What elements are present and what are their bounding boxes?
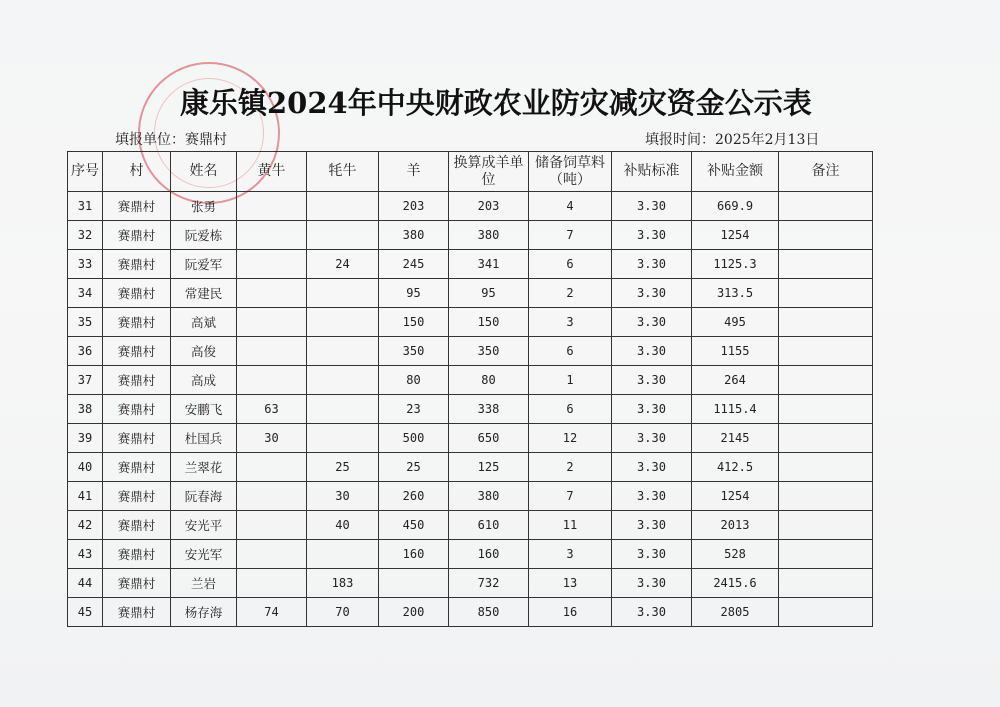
header-sheep: 羊: [379, 152, 449, 192]
cell-sheep: 203: [379, 192, 449, 221]
table-header-row: [68, 152, 873, 192]
page-title: 康乐镇2024年中央财政农业防灾减灾资金公示表: [180, 86, 812, 120]
cell-sheep-units: 338: [449, 395, 529, 424]
cell-cattle: [237, 511, 307, 540]
cell-subsidy-rate: 3.30: [612, 308, 692, 337]
cell-name: 杨存海: [171, 598, 237, 627]
table-row: [68, 569, 873, 598]
cell-fodder: 4: [529, 192, 612, 221]
header-yak: 牦牛: [307, 152, 379, 192]
cell-sheep: 450: [379, 511, 449, 540]
cell-yak: [307, 308, 379, 337]
cell-fodder: 6: [529, 250, 612, 279]
cell-village: 赛鼎村: [103, 279, 171, 308]
cell-subsidy-amount: 412.5: [692, 453, 779, 482]
cell-index: 33: [68, 250, 103, 279]
cell-yak: [307, 366, 379, 395]
cell-name: 兰岩: [171, 569, 237, 598]
cell-yak: [307, 424, 379, 453]
cell-subsidy-rate: 3.30: [612, 569, 692, 598]
cell-cattle: [237, 337, 307, 366]
cell-name: 阮爱栋: [171, 221, 237, 250]
cell-cattle: [237, 453, 307, 482]
cell-yak: [307, 221, 379, 250]
cell-cattle: 63: [237, 395, 307, 424]
cell-subsidy-amount: 2415.6: [692, 569, 779, 598]
cell-name: 安光军: [171, 540, 237, 569]
cell-name: 兰翠花: [171, 453, 237, 482]
cell-index: 45: [68, 598, 103, 627]
cell-name: 常建民: [171, 279, 237, 308]
cell-fodder: 13: [529, 569, 612, 598]
cell-village: 赛鼎村: [103, 366, 171, 395]
cell-subsidy-rate: 3.30: [612, 482, 692, 511]
cell-sheep-units: 125: [449, 453, 529, 482]
cell-remarks: [779, 424, 873, 453]
cell-subsidy-amount: 1155: [692, 337, 779, 366]
cell-name: 安光平: [171, 511, 237, 540]
cell-name: 杜国兵: [171, 424, 237, 453]
cell-yak: 40: [307, 511, 379, 540]
cell-subsidy-amount: 2805: [692, 598, 779, 627]
cell-cattle: [237, 250, 307, 279]
cell-sheep: [379, 569, 449, 598]
cell-cattle: [237, 192, 307, 221]
table-row: [68, 250, 873, 279]
cell-fodder: 6: [529, 337, 612, 366]
cell-index: 32: [68, 221, 103, 250]
cell-cattle: 30: [237, 424, 307, 453]
cell-fodder: 12: [529, 424, 612, 453]
cell-subsidy-rate: 3.30: [612, 366, 692, 395]
cell-subsidy-rate: 3.30: [612, 453, 692, 482]
cell-fodder: 3: [529, 540, 612, 569]
header-name: 姓名: [171, 152, 237, 192]
cell-remarks: [779, 395, 873, 424]
cell-remarks: [779, 569, 873, 598]
cell-subsidy-rate: 3.30: [612, 511, 692, 540]
cell-sheep: 200: [379, 598, 449, 627]
cell-subsidy-amount: 1125.3: [692, 250, 779, 279]
cell-village: 赛鼎村: [103, 482, 171, 511]
cell-subsidy-amount: 1254: [692, 221, 779, 250]
cell-subsidy-rate: 3.30: [612, 192, 692, 221]
cell-name: 安鹏飞: [171, 395, 237, 424]
cell-subsidy-rate: 3.30: [612, 337, 692, 366]
cell-yak: [307, 540, 379, 569]
cell-yak: 183: [307, 569, 379, 598]
cell-remarks: [779, 192, 873, 221]
cell-cattle: [237, 569, 307, 598]
cell-yak: 25: [307, 453, 379, 482]
table-row: [68, 337, 873, 366]
cell-yak: 30: [307, 482, 379, 511]
cell-remarks: [779, 366, 873, 395]
cell-yak: [307, 395, 379, 424]
table-row: [68, 540, 873, 569]
cell-remarks: [779, 337, 873, 366]
cell-subsidy-amount: 313.5: [692, 279, 779, 308]
fill-date: 填报时间：2025年2月13日: [645, 132, 820, 148]
cell-subsidy-rate: 3.30: [612, 424, 692, 453]
cell-village: 赛鼎村: [103, 540, 171, 569]
cell-village: 赛鼎村: [103, 337, 171, 366]
cell-remarks: [779, 221, 873, 250]
table-row: [68, 395, 873, 424]
cell-subsidy-amount: 495: [692, 308, 779, 337]
cell-index: 41: [68, 482, 103, 511]
cell-sheep-units: 80: [449, 366, 529, 395]
cell-cattle: [237, 308, 307, 337]
cell-name: 高斌: [171, 308, 237, 337]
cell-subsidy-amount: 1115.4: [692, 395, 779, 424]
cell-village: 赛鼎村: [103, 308, 171, 337]
cell-village: 赛鼎村: [103, 511, 171, 540]
cell-yak: 24: [307, 250, 379, 279]
header-subsidy-amount: 补贴金额: [692, 152, 779, 192]
header-cattle: 黄牛: [237, 152, 307, 192]
cell-fodder: 7: [529, 221, 612, 250]
cell-cattle: 74: [237, 598, 307, 627]
cell-sheep-units: 610: [449, 511, 529, 540]
cell-remarks: [779, 540, 873, 569]
cell-subsidy-rate: 3.30: [612, 540, 692, 569]
cell-fodder: 2: [529, 279, 612, 308]
header-fodder: 储备饲草料（吨）: [529, 152, 612, 192]
cell-sheep-units: 650: [449, 424, 529, 453]
table-row: [68, 308, 873, 337]
cell-sheep-units: 341: [449, 250, 529, 279]
cell-sheep: 95: [379, 279, 449, 308]
cell-name: 阮春海: [171, 482, 237, 511]
cell-sheep-units: 203: [449, 192, 529, 221]
cell-remarks: [779, 250, 873, 279]
cell-remarks: [779, 482, 873, 511]
table-row: [68, 453, 873, 482]
table-row: [68, 192, 873, 221]
cell-fodder: 2: [529, 453, 612, 482]
cell-sheep: 380: [379, 221, 449, 250]
cell-index: 38: [68, 395, 103, 424]
cell-fodder: 7: [529, 482, 612, 511]
cell-subsidy-rate: 3.30: [612, 598, 692, 627]
cell-cattle: [237, 279, 307, 308]
cell-sheep: 25: [379, 453, 449, 482]
table-row: [68, 598, 873, 627]
cell-fodder: 16: [529, 598, 612, 627]
cell-subsidy-amount: 2013: [692, 511, 779, 540]
cell-yak: [307, 337, 379, 366]
table-row: [68, 279, 873, 308]
cell-sheep: 245: [379, 250, 449, 279]
header-index: 序号: [68, 152, 103, 192]
cell-subsidy-rate: 3.30: [612, 221, 692, 250]
cell-cattle: [237, 221, 307, 250]
cell-name: 张勇: [171, 192, 237, 221]
cell-village: 赛鼎村: [103, 424, 171, 453]
cell-index: 42: [68, 511, 103, 540]
cell-subsidy-rate: 3.30: [612, 395, 692, 424]
fill-unit: 填报单位：赛鼎村: [115, 132, 227, 148]
table-row: [68, 482, 873, 511]
header-sheep-units: 换算成羊单位: [449, 152, 529, 192]
cell-sheep-units: 150: [449, 308, 529, 337]
cell-index: 44: [68, 569, 103, 598]
cell-sheep: 260: [379, 482, 449, 511]
header-remarks: 备注: [779, 152, 873, 192]
cell-village: 赛鼎村: [103, 598, 171, 627]
cell-index: 37: [68, 366, 103, 395]
cell-name: 高俊: [171, 337, 237, 366]
cell-cattle: [237, 540, 307, 569]
cell-index: 34: [68, 279, 103, 308]
header-village: 村: [103, 152, 171, 192]
cell-sheep: 150: [379, 308, 449, 337]
cell-sheep: 350: [379, 337, 449, 366]
cell-index: 40: [68, 453, 103, 482]
cell-village: 赛鼎村: [103, 192, 171, 221]
cell-index: 39: [68, 424, 103, 453]
cell-subsidy-amount: 2145: [692, 424, 779, 453]
cell-index: 35: [68, 308, 103, 337]
cell-fodder: 6: [529, 395, 612, 424]
cell-subsidy-amount: 264: [692, 366, 779, 395]
table-row: [68, 366, 873, 395]
table-row: [68, 221, 873, 250]
cell-yak: [307, 279, 379, 308]
cell-village: 赛鼎村: [103, 453, 171, 482]
cell-subsidy-rate: 3.30: [612, 250, 692, 279]
cell-remarks: [779, 598, 873, 627]
cell-sheep: 160: [379, 540, 449, 569]
cell-sheep-units: 380: [449, 482, 529, 511]
cell-name: 高成: [171, 366, 237, 395]
table-row: [68, 511, 873, 540]
cell-sheep-units: 350: [449, 337, 529, 366]
cell-village: 赛鼎村: [103, 569, 171, 598]
cell-remarks: [779, 453, 873, 482]
cell-subsidy-amount: 1254: [692, 482, 779, 511]
header-subsidy-rate: 补贴标准: [612, 152, 692, 192]
cell-sheep-units: 160: [449, 540, 529, 569]
cell-yak: [307, 192, 379, 221]
cell-fodder: 11: [529, 511, 612, 540]
cell-sheep-units: 95: [449, 279, 529, 308]
cell-sheep: 23: [379, 395, 449, 424]
cell-yak: 70: [307, 598, 379, 627]
cell-index: 36: [68, 337, 103, 366]
cell-village: 赛鼎村: [103, 221, 171, 250]
table-row: [68, 424, 873, 453]
cell-subsidy-amount: 669.9: [692, 192, 779, 221]
cell-sheep-units: 380: [449, 221, 529, 250]
cell-fodder: 1: [529, 366, 612, 395]
cell-name: 阮爱军: [171, 250, 237, 279]
cell-index: 31: [68, 192, 103, 221]
cell-sheep: 500: [379, 424, 449, 453]
cell-village: 赛鼎村: [103, 250, 171, 279]
cell-cattle: [237, 482, 307, 511]
subsidy-table: [67, 151, 873, 627]
cell-sheep-units: 850: [449, 598, 529, 627]
cell-remarks: [779, 308, 873, 337]
cell-cattle: [237, 366, 307, 395]
cell-remarks: [779, 279, 873, 308]
cell-subsidy-amount: 528: [692, 540, 779, 569]
cell-sheep: 80: [379, 366, 449, 395]
cell-remarks: [779, 511, 873, 540]
cell-village: 赛鼎村: [103, 395, 171, 424]
cell-fodder: 3: [529, 308, 612, 337]
cell-sheep-units: 732: [449, 569, 529, 598]
cell-subsidy-rate: 3.30: [612, 279, 692, 308]
cell-index: 43: [68, 540, 103, 569]
